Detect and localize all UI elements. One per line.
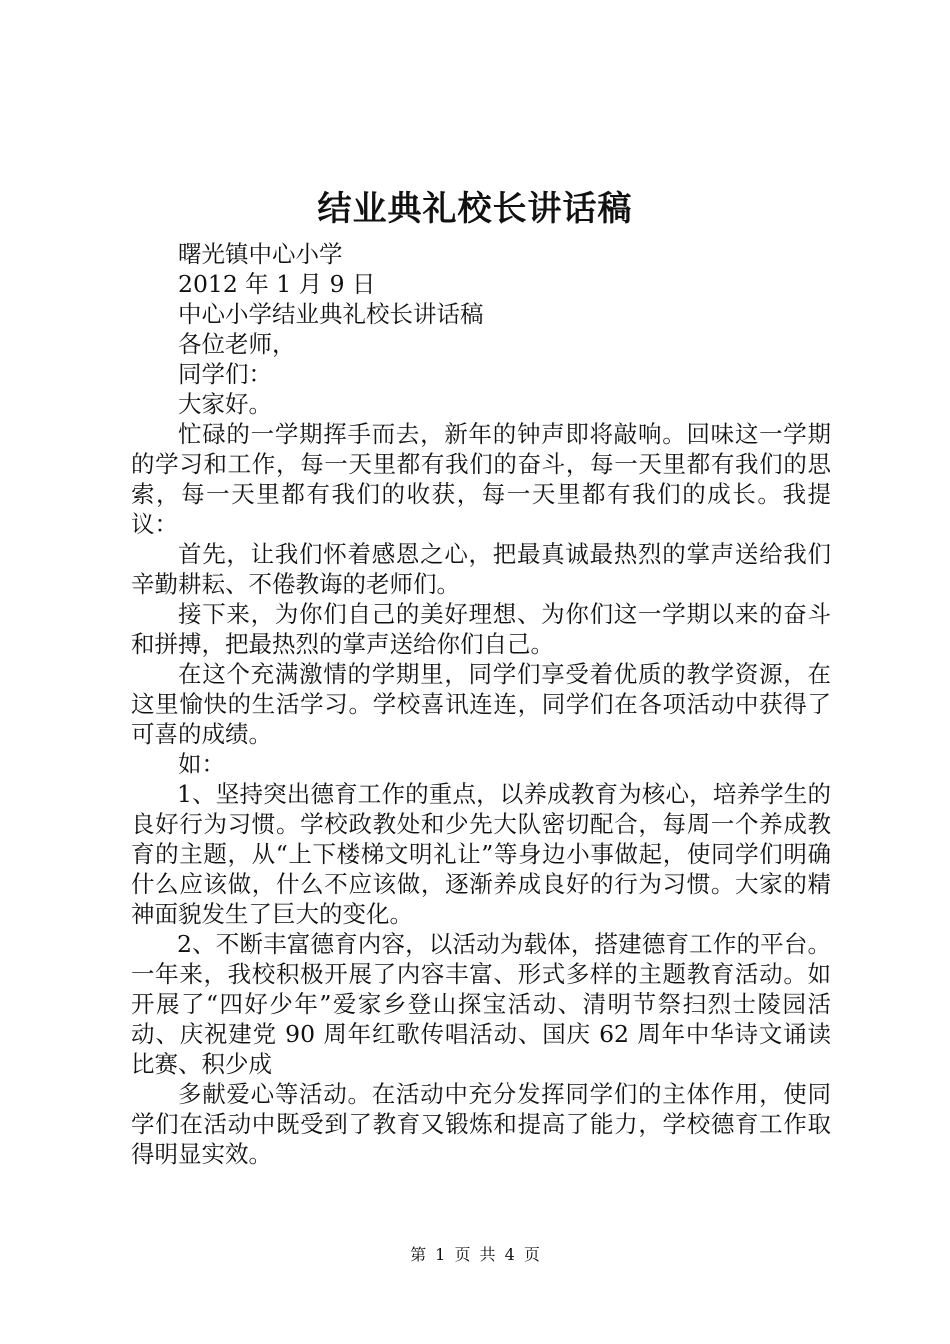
speech-subtitle: 中心小学结业典礼校长讲话稿 <box>178 300 484 328</box>
paragraph-achievements: 在这个充满激情的学期里，同学们享受着优质的教学资源，在这里愉快的生活学习。学校喜讯连连，同学们在各项活动中获得了可喜的成绩。 <box>131 660 831 748</box>
paragraph-for-example: 如： <box>178 750 225 778</box>
paragraph-thank-teachers: 首先，让我们怀着感恩之心，把最真诚最热烈的掌声送给我们辛勤耕耘、不倦教诲的老师们。 <box>131 540 831 598</box>
document-body <box>131 239 831 1169</box>
salutation-teachers: 各位老师， <box>178 330 296 358</box>
school-name: 曙光镇中心小学 <box>178 240 343 268</box>
page-number-footer: 第 1 页 共 4 页 <box>410 1245 540 1264</box>
document-date: 2012 年 1 月 9 日 <box>178 270 376 298</box>
salutation-students: 同学们： <box>178 360 272 388</box>
paragraph-opening: 忙碌的一学期挥手而去，新年的钟声即将敲响。回味这一学期的学习和工作，每一天里都有我们的奋斗，每一天里都有我们的思索，每一天里都有我们的收获，每一天里都有我们的成长。我提议： <box>131 420 831 538</box>
greeting: 大家好。 <box>178 390 272 418</box>
document-title: 结业典礼校长讲话稿 <box>317 189 633 229</box>
paragraph-item-2-continued: 多献爱心等活动。在活动中充分发挥同学们的主体作用，使同学们在活动中既受到了教育又锻炼和提高了能力，学校德育工作取得明显实效。 <box>131 1080 831 1168</box>
paragraph-item-2: 2、不断丰富德育内容，以活动为载体，搭建德育工作的平台。一年来，我校积极开展了内容丰富、形式多样的主题教育活动。如开展了“四好少年”爱家乡登山探宝活动、清明节祭扫烈士陵园活动、庆祝建党 90 周年红歌传唱活动、国庆 62 周年中华诗文诵读比赛、积少成 <box>131 930 831 1078</box>
paragraph-item-1: 1、坚持突出德育工作的重点，以养成教育为核心，培养学生的良好行为习惯。学校政教处和少先大队密切配合，每周一个养成教育的主题，从“上下楼梯文明礼让”等身边小事做起，使同学们明确什么应该做，什么不应该做，逐渐养成良好的行为习惯。大家的精神面貌发生了巨大的变化。 <box>131 780 831 928</box>
paragraph-applaud-selves: 接下来，为你们自己的美好理想、为你们这一学期以来的奋斗和拼搏，把最热烈的掌声送给你们自己。 <box>131 600 831 658</box>
